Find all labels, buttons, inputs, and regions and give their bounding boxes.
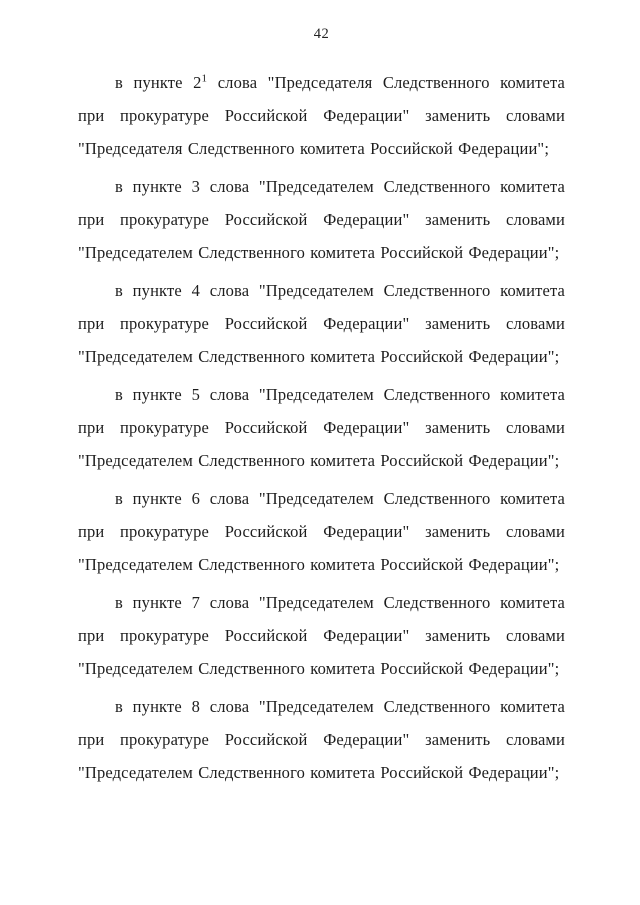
paragraph-point-8: в пункте 8 слова "Председателем Следственного комитета при прокуратуре Российской Федерации" заменить словами "Председателем Следственного комитета Российской Федерации"; (78, 697, 565, 782)
paragraph-text-after-superscript: слова "Председателя Следственного комитета при прокуратуре Российской Федерации" заменить словами "Председателя Следственного комитета Российской Федерации"; (78, 73, 565, 158)
paragraph-point-3: в пункте 3 слова "Председателем Следственного комитета при прокуратуре Российской Федерации" заменить словами "Председателем Следственного комитета Российской Федерации"; (78, 177, 565, 262)
paragraph-point-4: в пункте 4 слова "Председателем Следственного комитета при прокуратуре Российской Федерации" заменить словами "Председателем Следственного комитета Российской Федерации"; (78, 281, 565, 366)
paragraph-point-5: в пункте 5 слова "Председателем Следственного комитета при прокуратуре Российской Федерации" заменить словами "Председателем Следственного комитета Российской Федерации"; (78, 385, 565, 470)
superscript-index: 1 (201, 72, 208, 85)
paragraph-point-6: в пункте 6 слова "Председателем Следственного комитета при прокуратуре Российской Федерации" заменить словами "Председателем Следственного комитета Российской Федерации"; (78, 489, 565, 574)
page-number: 42 (313, 26, 330, 42)
paragraph-point-7: в пункте 7 слова "Председателем Следственного комитета при прокуратуре Российской Федерации" заменить словами "Председателем Следственного комитета Российской Федерации"; (78, 593, 565, 678)
paragraph-point-2-1 (78, 66, 565, 165)
paragraph-text-before-superscript: в пункте 2 (115, 73, 202, 92)
document-body (78, 66, 565, 789)
